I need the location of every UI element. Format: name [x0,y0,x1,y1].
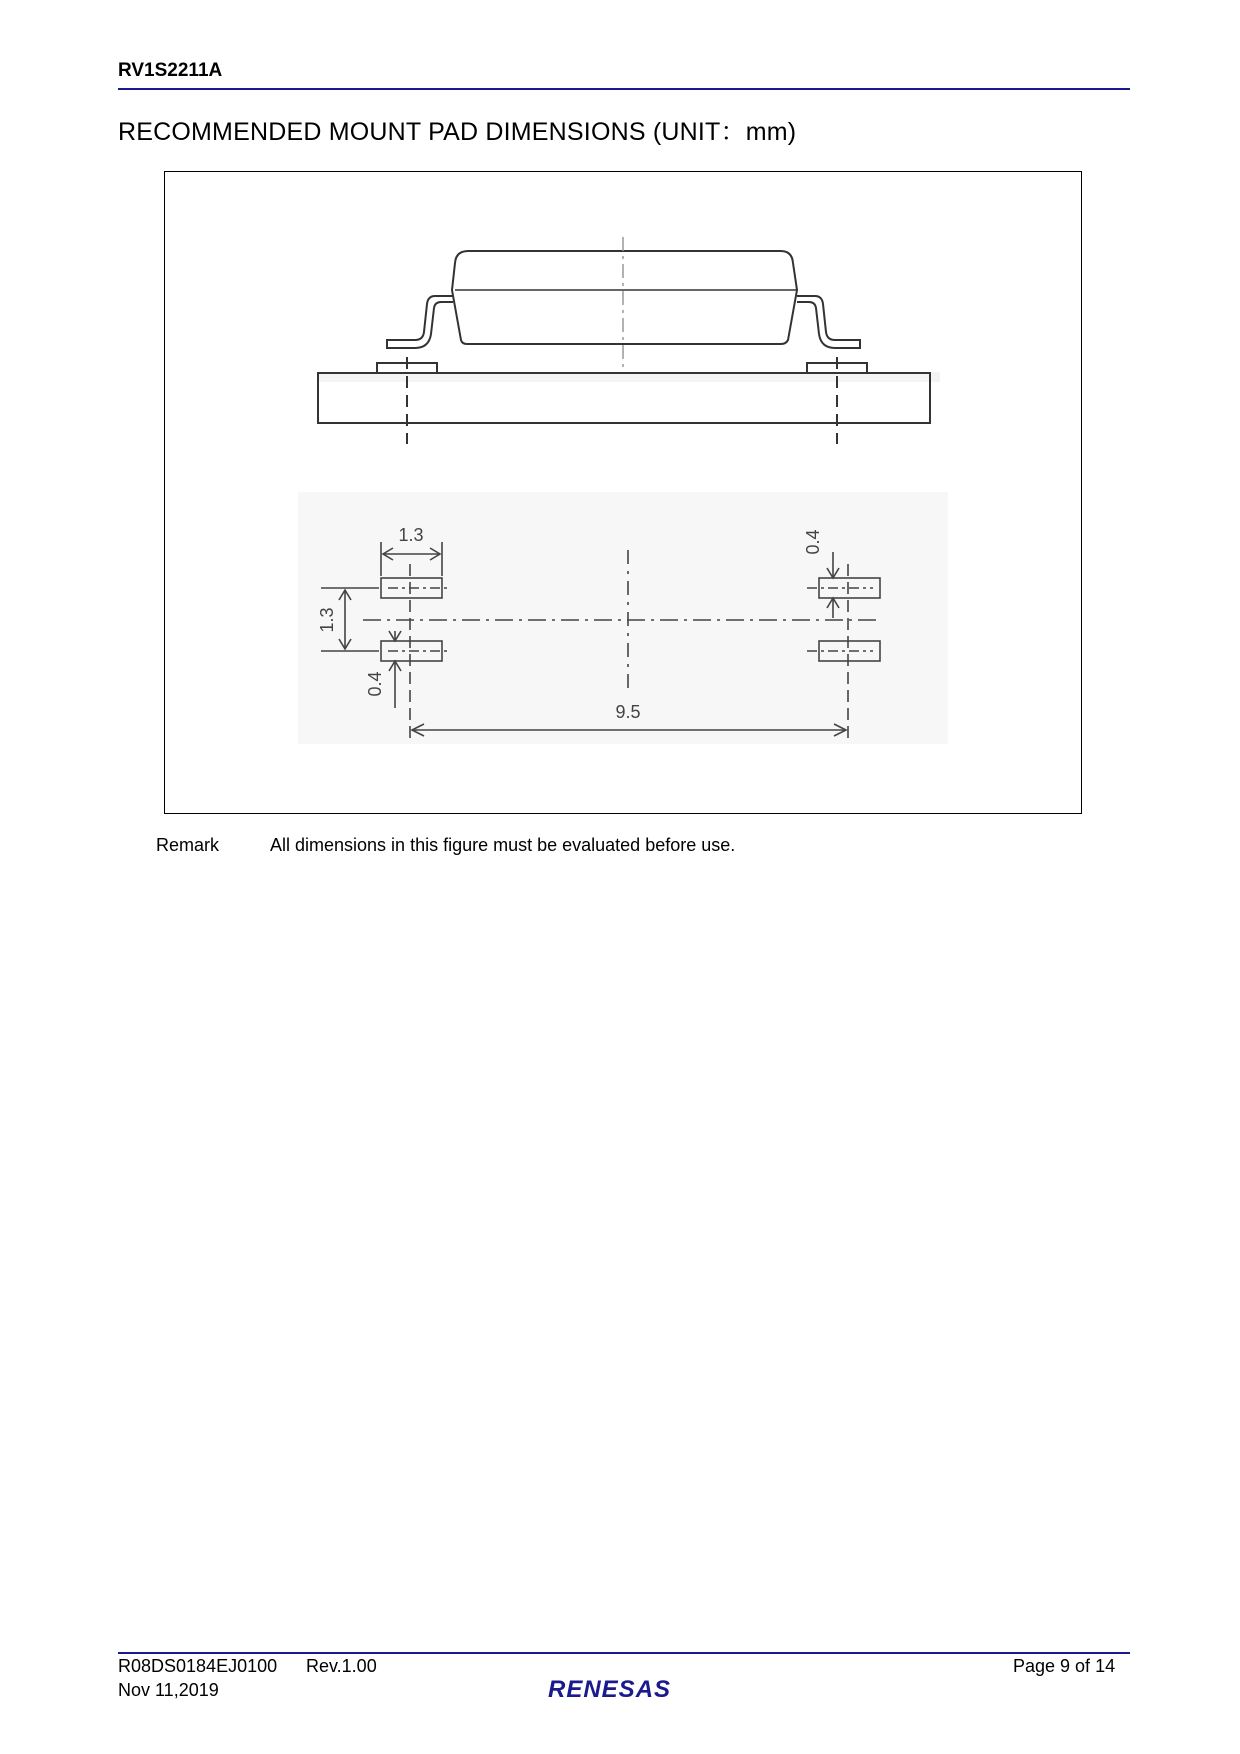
footer-page-number: Page 9 of 14 [1013,1656,1116,1676]
dim-label-pad-height-bottom: 0.4 [365,671,385,697]
dim-label-pad-height-right: 0.4 [803,529,823,555]
mount-pad-drawing [165,172,1083,815]
footer-rule [118,1652,1130,1654]
dim-label-pad-width: 1.3 [398,525,424,545]
dim-label-row-spacing: 9.5 [615,702,641,722]
header-rule [118,88,1130,90]
remark-label: Remark [156,835,220,855]
side-view [317,237,940,444]
right-lead [797,296,860,348]
footprint-view [298,492,948,744]
footer-revision: Rev.1.00 [306,1656,377,1676]
figure-frame [164,171,1082,814]
renesas-logo: RENESAS [548,1676,672,1703]
remark-text: All dimensions in this figure must be evaluated before use. [270,835,736,855]
document-id: RV1S2211A [118,60,223,81]
left-lead [387,296,453,348]
dim-label-pad-pitch: 1.3 [317,607,337,633]
section-title: RECOMMENDED MOUNT PAD DIMENSIONS (UNIT：mm) [118,118,797,146]
package-body [452,251,797,344]
footer-document-number: R08DS0184EJ0100 [118,1656,278,1676]
footer-date: Nov 11,2019 [118,1680,219,1700]
